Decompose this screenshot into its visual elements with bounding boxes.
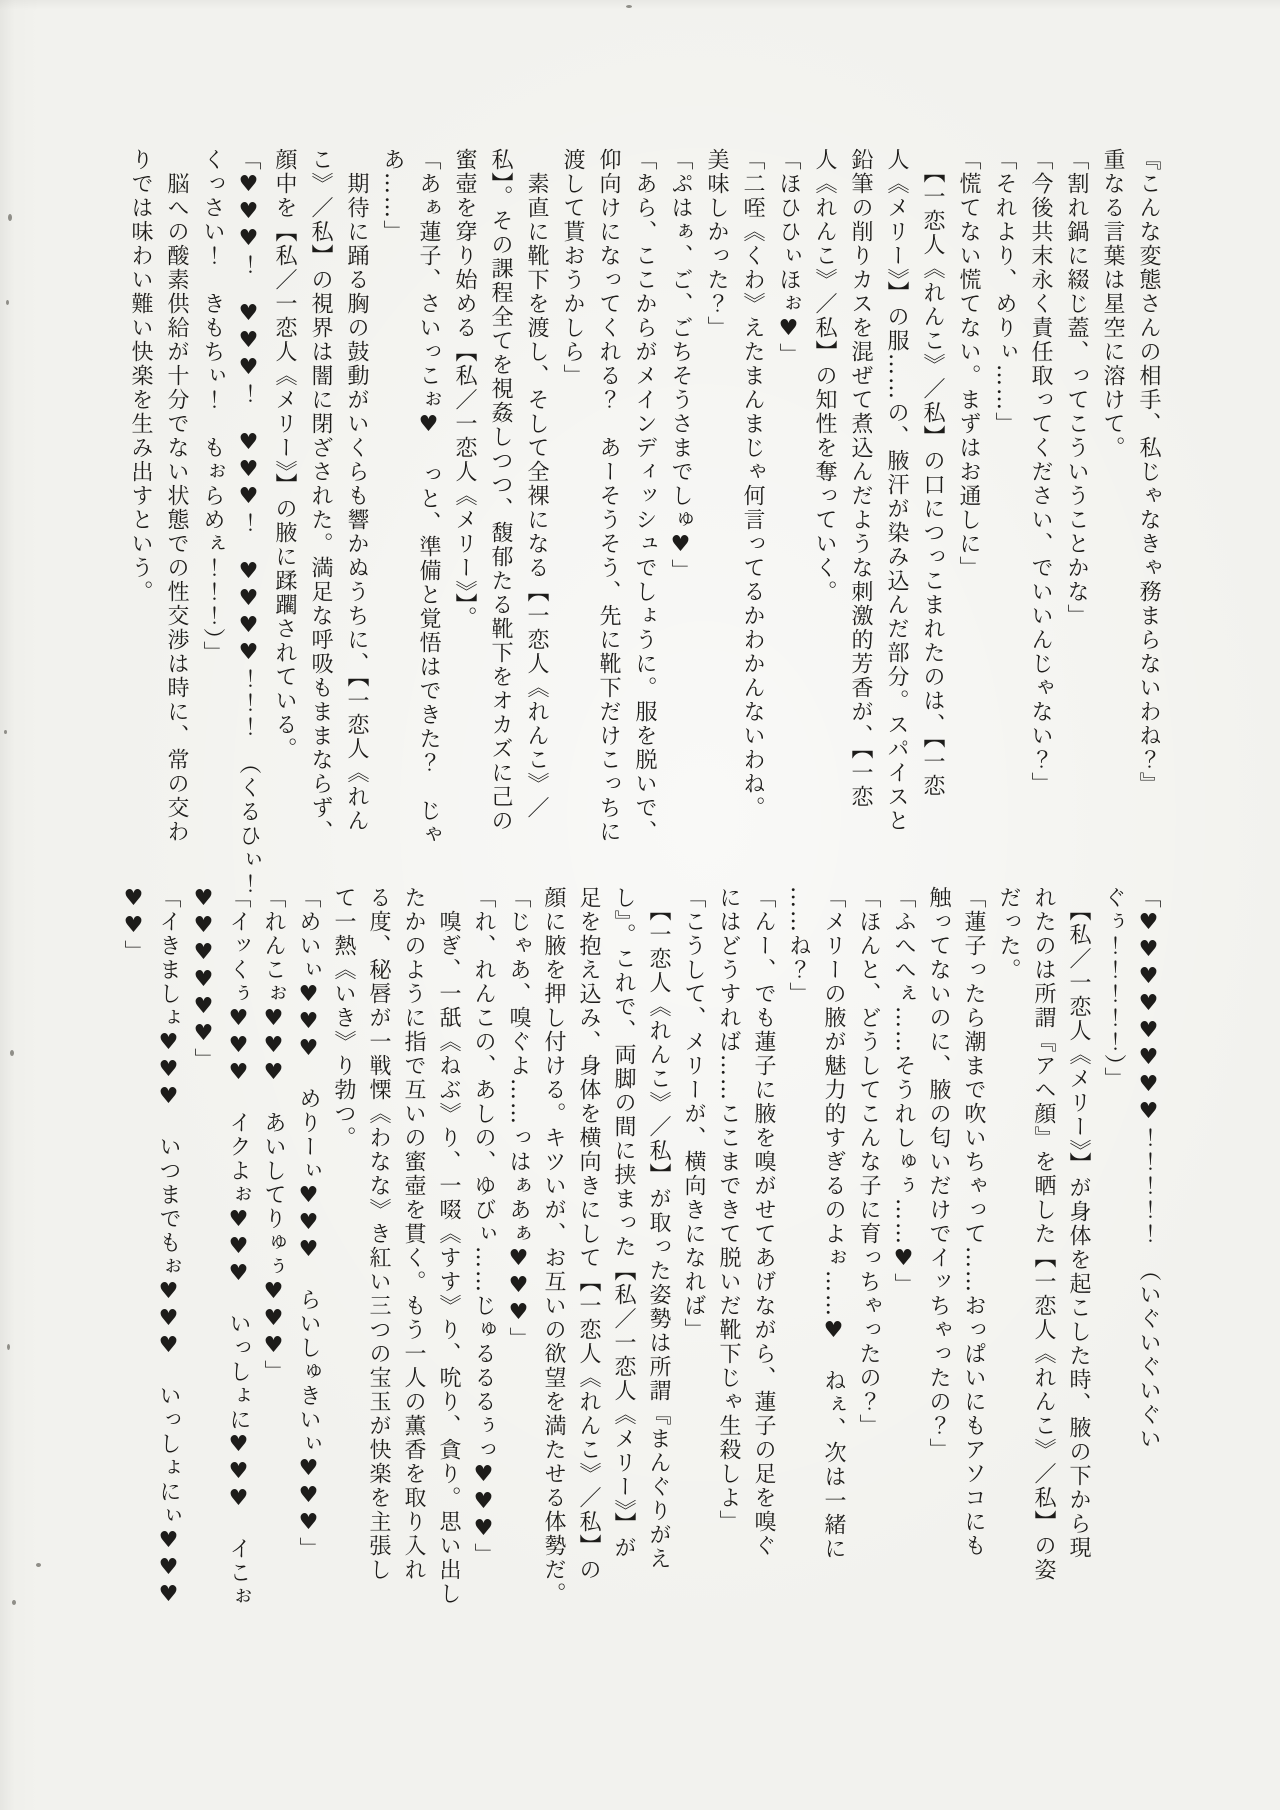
text-line: 足を抱え込み、身体を横向きにして【一恋人《れんこ》／私】の xyxy=(576,886,601,1582)
scan-speck xyxy=(6,300,9,305)
text-line: 触ってないのに、腋の匂いだけでイッちゃったの？」 xyxy=(926,886,951,1462)
text-line: 「二咥《くわ》えたまんまじゃ何言ってるかわかんないわね。 xyxy=(740,148,765,820)
text-line: 「ほひひぃほぉ♥」 xyxy=(776,148,801,367)
text-line: れたのは所謂『アヘ顔』を晒した【一恋人《れんこ》／私】の姿 xyxy=(1031,886,1056,1582)
text-line: ……ね？」 xyxy=(786,886,811,1006)
text-line: 【私／一恋人《メリー》】が身体を起こした時、腋の下から現 xyxy=(1066,886,1091,1560)
text-line: 蜜壺を穿り始める【私／一恋人《メリー》】。 xyxy=(452,148,477,630)
text-line: にはどうすれば……ここまできて脱いだ靴下じゃ生殺しよ」 xyxy=(716,886,741,1534)
text-line: 「んー、でも蓮子に腋を嗅がせてあげながら、蓮子の足を嗅ぐ xyxy=(751,886,776,1558)
text-line: 嗅ぎ、一舐《ねぶ》り、一啜《すす》り、吮り、貪り。思い出し xyxy=(436,886,461,1606)
text-line: 「めいぃ♥♥♥ めりーぃ♥♥♥ らいしゅきいぃ♥♥♥」 xyxy=(296,886,321,1561)
scan-speck xyxy=(8,214,12,221)
text-line: くっさい！ きもちぃ！ もぉらめぇ！！！）」 xyxy=(200,148,225,665)
text-line: 「慌てない慌てない。まずはお通しに」 xyxy=(956,148,981,580)
text-line: ♥♥」 xyxy=(121,886,146,964)
text-line: 「蓮子ったら潮まで吹いちゃって……おっぱいにもアソコにも xyxy=(961,886,986,1558)
text-line: 「イきましょ♥♥♥ いつまでもぉ♥♥♥ いっしょにぃ♥♥♥ xyxy=(156,886,181,1609)
text-line: たかのように指で互いの蜜壺を貫く。もう一人の薫香を取り入れ xyxy=(401,886,426,1582)
text-line: 「れんこぉ♥♥♥ あいしてりゅぅ♥♥♥」 xyxy=(261,886,286,1384)
scan-speck xyxy=(7,1344,10,1350)
text-line: 鉛筆の削りカスを混ぜて煮込んだような刺激的芳香が、【一恋 xyxy=(848,148,873,809)
text-line: りでは味わい難い快楽を生み出すという。 xyxy=(128,148,153,604)
text-line: る度、秘唇が一戦慄《わなな》き紅い三つの宝玉が快楽を主張し xyxy=(366,886,391,1582)
text-line: 「ほんと、どうしてこんな子に育っちゃったの？」 xyxy=(856,886,881,1438)
text-line: 【一恋人《れんこ》／私】の口につっこまれたのは、【一恋 xyxy=(920,148,945,798)
upper-text-block xyxy=(122,148,1166,896)
text-line: ぐぅ！！！！！）」 xyxy=(1101,886,1126,1091)
text-line: 仰向けになってくれる？ あーそうそう、先に靴下だけこっちに xyxy=(596,148,621,844)
scan-speck xyxy=(12,1600,16,1605)
text-line: 「こうして、メリーが、横向きになれば」 xyxy=(681,886,706,1342)
text-line: 『こんな変態さんの相手、私じゃなきゃ務まらないわね？』 xyxy=(1136,148,1161,796)
text-line: 「あぁ蓮子、さいっこぉ♥ っと、準備と覚悟はできた？ じゃ xyxy=(416,148,441,847)
text-line: 「それより、めりぃ……」 xyxy=(992,148,1017,436)
text-line: 美味しかった？」 xyxy=(704,148,729,340)
text-line: 「割れ鍋に綴じ蓋、ってこういうことかな」 xyxy=(1064,148,1089,628)
text-line: て一熱《いき》り勃つ。 xyxy=(331,886,356,1150)
text-line: 「ぷはぁ、ご、ごちそうさまでしゅ♥」 xyxy=(668,148,693,583)
text-line: 人《メリー》】の服……の、腋汗が染み込んだ部分。スパイスと xyxy=(884,148,909,833)
text-line: 重なる言葉は星空に溶けて。 xyxy=(1100,148,1125,460)
scan-speck xyxy=(36,1563,41,1567)
text-line: 「あら、ここからがメインディッシュでしょうに。服を脱いで、 xyxy=(632,148,657,844)
text-line: 渡して貰おうかしら」 xyxy=(560,148,585,388)
text-line: 「今後共末永く責任取ってください、でいいんじゃない？」 xyxy=(1028,148,1053,796)
text-line: 【一恋人《れんこ》／私】が取った姿勢は所謂『まんぐりがえ xyxy=(646,886,671,1571)
scan-speck xyxy=(4,730,7,734)
scan-speck xyxy=(626,5,632,8)
text-line: 私】。その課程全てを視姦しつつ、馥郁たる靴下をオカズに己の xyxy=(488,148,513,833)
text-line: 「ふへへぇ……そうれしゅぅ……♥」 xyxy=(891,886,916,1297)
text-line: 素直に靴下を渡し、そして全裸になる【一恋人《れんこ》／ xyxy=(524,148,549,820)
text-line: 「れ、れんこの、あしの、ゆびぃ……じゅるるるぅっ♥♥♥」 xyxy=(471,886,496,1567)
text-line: あ……」 xyxy=(380,148,405,244)
text-line: 「♥♥♥♥♥♥♥♥！！！！！ （いぐいぐいぐい xyxy=(1136,886,1161,1451)
text-line: し』。これで、両脚の間に挟まった【私／一恋人《メリー》】が xyxy=(611,886,636,1560)
text-line: 期待に踊る胸の鼓動がいくらも響かぬうちに、【一恋人《れん xyxy=(344,148,369,833)
text-line: 人《れんこ》／私】の知性を奪っていく。 xyxy=(812,148,837,604)
lower-text-block xyxy=(116,886,1166,1618)
text-line: 「♥♥♥！ ♥♥♥！ ♥♥♥！ ♥♥♥♥！！！ （くるひぃ！ xyxy=(236,148,261,896)
text-line: 「イッくぅ♥♥♥ イクよぉ♥♥♥ いっしょに♥♥♥ イこぉ xyxy=(226,886,251,1609)
scan-speck xyxy=(10,1050,14,1056)
text-line: 「じゃあ、嗅ぐよ……っはぁあぁ♥♥♥」 xyxy=(506,886,531,1351)
text-line: 顔に腋を押し付ける。キツいが、お互いの欲望を満たせる体勢だ。 xyxy=(541,886,566,1606)
text-line: だった。 xyxy=(996,886,1021,982)
text-line: 脳への酸素供給が十分でない状態での性交渉は時に、常の交わ xyxy=(164,148,189,844)
text-line: こ》／私】の視界は闇に閉ざされた。満足な呼吸もままならず、 xyxy=(308,148,333,844)
text-line: 「メリーの腋が魅力的すぎるのよぉ……♥ ねぇ、次は一緒に xyxy=(821,886,846,1561)
text-line: 顔中を【私／一恋人《メリー》】の腋に蹂躙されている。 xyxy=(272,148,297,761)
text-line: ♥♥♥♥♥♥」 xyxy=(191,886,216,1072)
